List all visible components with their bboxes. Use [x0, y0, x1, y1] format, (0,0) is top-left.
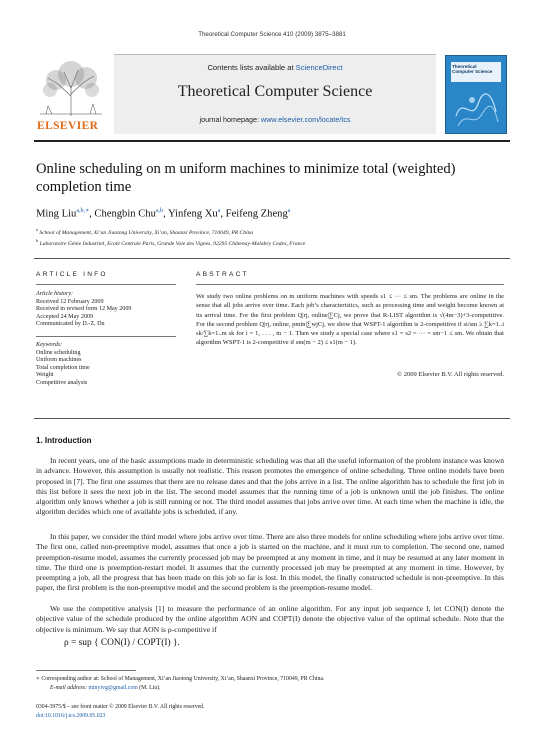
affiliation-a [36, 227, 253, 236]
paper-title [36, 160, 516, 196]
journal-header [114, 54, 436, 134]
keywords-list [36, 342, 176, 388]
cover-title: Theoretical Computer Science [452, 64, 493, 74]
author-name[interactable]: Chengbin Chu [94, 208, 156, 220]
homepage-prefix: journal homepage: [199, 115, 262, 124]
affiliation-mark: b [36, 238, 39, 243]
journal-title[interactable]: Theoretical Computer Science [177, 83, 373, 100]
abstract-copyright: © 2009 Elsevier B.V. All rights reserved. [397, 371, 504, 378]
history-item: Communicated by D.-Z. Du [36, 321, 105, 328]
sciencedirect-link[interactable]: ScienceDirect [295, 63, 343, 72]
author-marks[interactable]: a,b [155, 208, 164, 214]
keyword-item: Online scheduling [36, 349, 81, 356]
header-divider [34, 140, 510, 142]
email-suffix: (M. Liu). [137, 685, 161, 691]
history-label: Article history: [36, 291, 74, 297]
journal-citation: Theoretical Computer Science 410 (2009) 3875–3881 [198, 31, 346, 38]
author-marks[interactable]: a,b,∗ [76, 208, 90, 214]
intro-paragraph-2: In this paper, we consider the third model where jobs arrive over time. There are also three models for online scheduling where jobs arrive over time. The first one, called non-preemptive model, assumes that once a job is started on the machine, and it must run to completion. The second one, named preemption-resume model, assumes the currently processed job may be preempted at any moment in time, and it may be resumed at any later moment in time. The third one is preemption-restart model. It assumes that the currently processed job may be preempted at any moment in time. However, by preempting a job, all the progress that has been made on this job so far is lost. In this model, the finally constructed schedule is non-preemptive. In this paper, the first problem is the non-preemptive model and the second problem is the preemption-resume model. [36, 532, 504, 593]
keyword-item: Weight [36, 372, 54, 379]
contents-line [114, 63, 436, 72]
elsevier-logo[interactable] [34, 56, 110, 136]
keyword-item: Competitive analysis [36, 379, 88, 386]
affiliation-mark: a [36, 227, 38, 232]
journal-homepage-link[interactable]: www.elsevier.com/locate/tcs [261, 115, 351, 124]
abstract-heading: ABSTRACT [196, 271, 249, 278]
affiliation-b [36, 238, 305, 247]
keywords-label: Keywords: [36, 342, 63, 348]
email-footnote [50, 685, 161, 691]
history-item: Received in revised form 12 May 2009 [36, 306, 132, 313]
cover-art-icon [452, 86, 500, 130]
abstract-divider [196, 284, 504, 285]
author-marks[interactable]: a [217, 208, 221, 214]
issn-line: 0304-3975/$ – see front matter © 2009 Elsevier B.V. All rights reserved. [36, 704, 205, 710]
history-item: Accepted 24 May 2009 [36, 313, 94, 320]
article-history [36, 291, 176, 329]
affiliation-text: Laboratoire Génie Industriel, Ecole Centrale Paris, Grande Voie des Vignes, 92295 Châtenay-Malabry Cedex, France [39, 240, 306, 247]
author-marks[interactable]: a [287, 208, 291, 214]
doi-link[interactable]: doi:10.1016/j.tcs.2009.05.023 [36, 713, 106, 719]
homepage-line [114, 115, 436, 124]
elsevier-wordmark: ELSEVIER [37, 120, 99, 132]
affiliation-text: School of Management, Xi’an Jiaotong University, Xi’an, Shaanxi Province, 710049, PR China [39, 229, 254, 236]
footnote-divider [36, 670, 136, 671]
keywords-divider [36, 336, 176, 337]
history-item: Received 12 February 2009 [36, 298, 104, 305]
paper-title-line2: completion time [36, 179, 132, 195]
elsevier-tree-icon [38, 56, 104, 118]
author-list: Ming Liu$^{a,b,∗}$, Chengbin Chu$^{a,b}$, Yinfeng Xu$^a$, Feifeng Zheng$^a$ [36, 208, 291, 220]
intro-paragraph-3: We use the competitive analysis [1] to measure the performance of an online algorithm. For any input job sequence I, let CON(I) denote the objective value of the schedule produced by the online algorithm AON and COPT(I) denote the objective value of the optimal schedule. Note that the objective is minimum. We say that AON is ρ-competitive if [36, 604, 504, 634]
competitive-ratio-formula: ρ = sup { CON(I) / COPT(I) }. [64, 638, 180, 648]
author-name[interactable]: Feifeng Zheng [225, 208, 288, 220]
keyword-item: Total completion time [36, 364, 90, 371]
affiliation-divider [34, 258, 510, 259]
email-link[interactable]: minyivg@gmail.com [88, 685, 138, 691]
contents-prefix: Contents lists available at [207, 63, 296, 72]
abstract-bottom-divider [34, 418, 510, 419]
intro-paragraph-1: In recent years, one of the basic assumptions made in deterministic scheduling was that all the useful information of the problem instance was known in advance. However, this assumption is usually not realistic. This reason promotes the emergence of online scheduling. Three online models have been proposed in [7]. The first one assumes that there are no release dates and that the jobs arrive in a list. The online algorithm has to schedule the first job in this list before it sees the next job in the list. The second model assumes that the running time of a job is unknown until the job finishes. The online algorithm only knows whether a job is still running or not. The third model assumes that jobs arrive over time. At each time when the machine is idle, the algorithm decides which one of available jobs is scheduled, if any. [36, 456, 504, 517]
corresponding-author-footnote: ∗ Corresponding author at: School of Management, Xi’an Jiaotong University, Xi’an, Shaanxi Province, 710049, PR China. [36, 676, 325, 682]
article-info-heading: ARTICLE INFO [36, 271, 108, 278]
article-info-divider [36, 284, 176, 285]
keyword-item: Uniform machines [36, 357, 82, 364]
abstract-text: We study two online problems on m uniform machines with speeds s1 ≤ ··· ≤ sm. The problems are online in the sense that all jobs arrive over time. Each job’s characteristics, such as processing time and weight become known at its arrival time. For the first problem Q|rj, online|∑Cj, we prove that R-LIST algorithm is √(4m−3)+3-competitive. For the second problem Q|rj, online, pmtn|∑wjCj, we show that WSPT-1 algorithm is 2-competitive if si/sm ≥ ∑k=1..i sk/∑k=1..m sk for i = 1, . . . , m − 1. Then we study a special case where s1 = s2 = ··· = sm−1 ≤ sm. We obtain that algorithm WSPT-1 is 2-competitive if sm(m − 2) ≤ s1(m − 1). [196, 293, 504, 347]
paper-title-line1: Online scheduling on m uniform machines to minimize total (weighted) [36, 161, 456, 177]
journal-cover-image[interactable] [445, 55, 507, 134]
author-name[interactable]: Yinfeng Xu [167, 208, 218, 220]
author-name[interactable]: Ming Liu [36, 208, 77, 220]
introduction-heading: 1. Introduction [36, 436, 92, 445]
email-label: E-mail address: [50, 685, 89, 691]
